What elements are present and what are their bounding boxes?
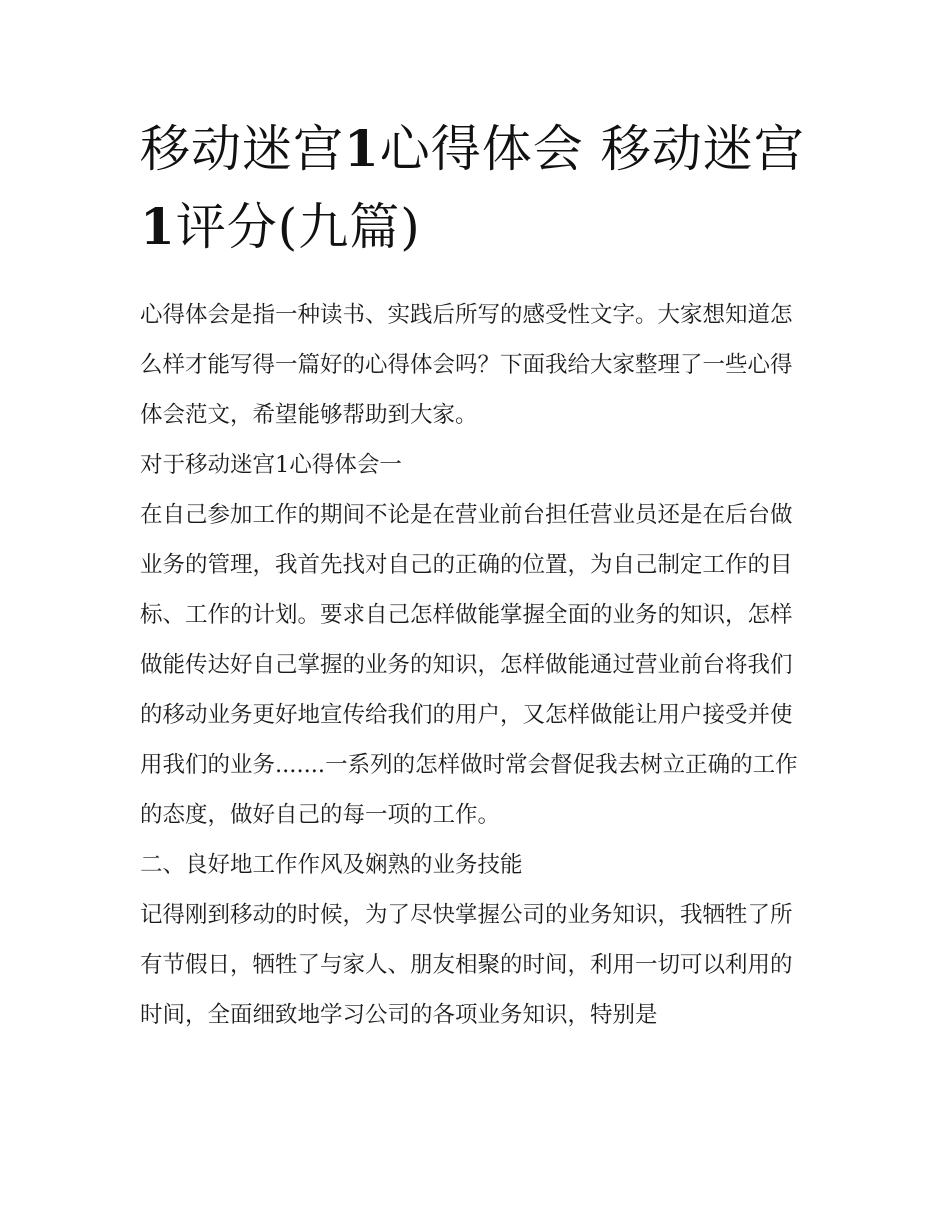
title-text-part2: 心得体会 移动迷宫 bbox=[379, 120, 805, 178]
title-number-1: 1 bbox=[344, 119, 380, 178]
body-paragraph-1: 在自己参加工作的期间不论是在营业前台担任营业员还是在后台做业务的管理，我首先找对自己的正确的位置，为自己制定工作的目标、工作的计划。要求自己怎样做能掌握全面的业务的知识，怎样做能传达好自己掌握的业务的知识，怎样做能通过营业前台将我们的移动业务更好地宣传给我们的用户，又怎样做能让用户接受并使用我们的业务.......一系列的怎样做时常会督促我去树立正确的工作的态度，做好自己的每一项的工作。 bbox=[140, 502, 798, 828]
title-text-part1: 移动迷宫 bbox=[140, 120, 344, 178]
title-number-2: 1 bbox=[140, 197, 176, 256]
document-title bbox=[140, 110, 812, 266]
body-paragraph-2: 记得刚到移动的时候，为了尽快掌握公司的业务知识，我牺牲了所有节假日，牺牲了与家人、朋友相聚的时间，利用一切可以利用的时间，全面细致地学习公司的各项业务知识，特别是 bbox=[140, 902, 793, 1028]
section-heading-2: 二、良好地工作作风及娴熟的业务技能 bbox=[140, 852, 523, 878]
title-text-part3: 评分(九篇) bbox=[175, 198, 421, 256]
document-body bbox=[140, 110, 812, 1040]
section-heading-1: 对于移动迷宫1心得体会一 bbox=[140, 452, 402, 478]
intro-paragraph: 心得体会是指一种读书、实践后所写的感受性文字。大家想知道怎么样才能写得一篇好的心得体会吗？下面我给大家整理了一些心得体会范文，希望能够帮助到大家。 bbox=[140, 302, 793, 428]
